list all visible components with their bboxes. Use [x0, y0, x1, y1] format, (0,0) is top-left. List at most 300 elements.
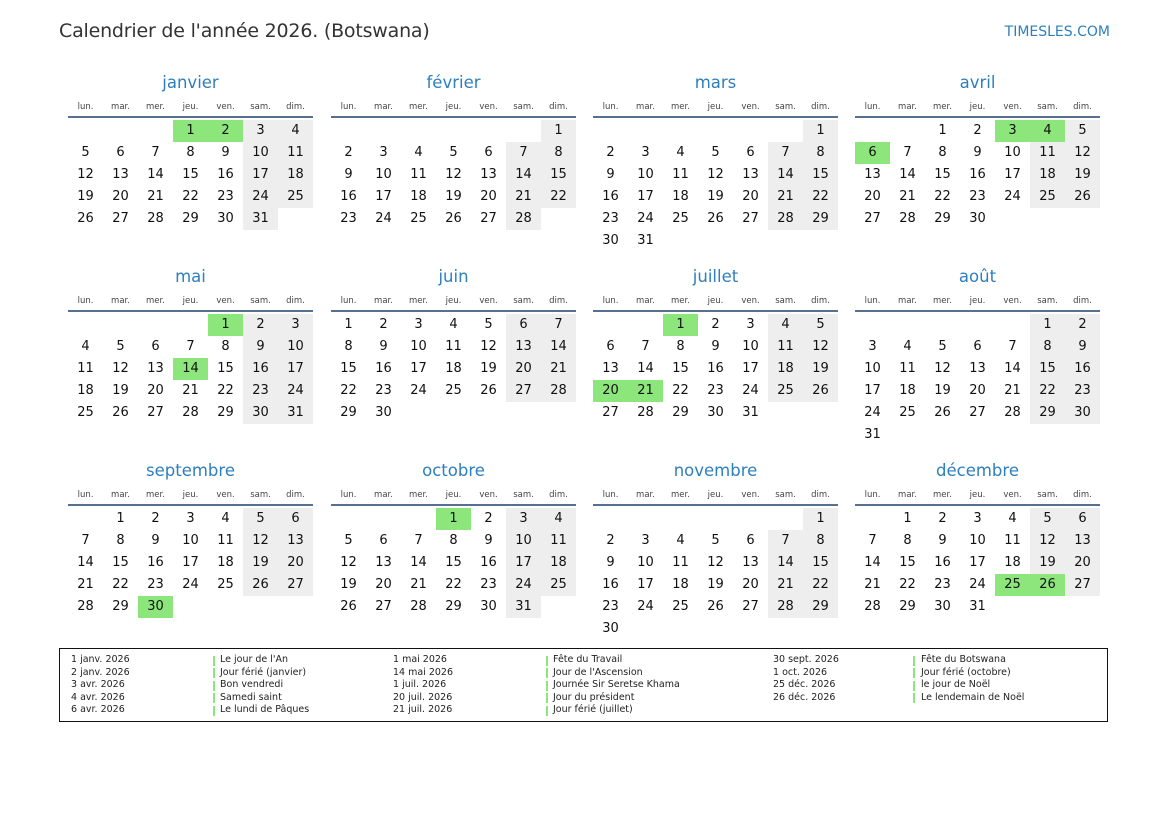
day: 20 — [375, 577, 392, 592]
holiday-legend — [59, 648, 1108, 722]
weekend-day: 7 — [768, 530, 803, 552]
month-0 — [68, 74, 313, 230]
day: 4 — [676, 145, 685, 160]
empty-day — [331, 120, 366, 142]
day: 1 — [938, 123, 947, 138]
empty-day — [1030, 208, 1065, 230]
day: 16 — [480, 555, 497, 570]
weekday-label: ven. — [471, 486, 506, 506]
day: 6 — [484, 145, 493, 160]
holiday-day: 26 — [1030, 574, 1065, 596]
legend-date: 30 sept. 2026 — [773, 654, 839, 665]
legend-date: 21 juil. 2026 — [393, 704, 453, 715]
empty-day — [1065, 208, 1100, 230]
day: 17 — [410, 361, 427, 376]
weekday-label: jeu. — [698, 486, 733, 506]
weekday-label: sam. — [768, 292, 803, 312]
day: 17 — [1004, 167, 1021, 182]
weekend-day: 30 — [1065, 402, 1100, 424]
weekday-label: jeu. — [698, 292, 733, 312]
weekend-day: 15 — [1030, 358, 1065, 380]
day: 24 — [864, 405, 881, 420]
day: 10 — [742, 339, 759, 354]
day: 13 — [147, 361, 164, 376]
weekday-label: sam. — [1030, 98, 1065, 118]
weekend-day: 30 — [243, 402, 278, 424]
weekend-day: 7 — [768, 142, 803, 164]
weekday-label: sam. — [768, 98, 803, 118]
empty-day — [278, 208, 313, 230]
legend-holiday-name: Jour de l'Ascension — [553, 666, 643, 678]
day: 8 — [903, 533, 912, 548]
day: 13 — [480, 167, 497, 182]
legend-date: 4 avr. 2026 — [71, 691, 125, 703]
weekday-label: mar. — [366, 292, 401, 312]
day: 22 — [934, 189, 951, 204]
day: 7 — [414, 533, 423, 548]
weekday-label: mer. — [925, 292, 960, 312]
month-days — [331, 292, 576, 424]
weekend-day: 22 — [803, 574, 838, 596]
day: 17 — [375, 189, 392, 204]
weekday-label: dim. — [541, 98, 576, 118]
day: 10 — [864, 361, 881, 376]
day: 3 — [868, 339, 877, 354]
weekend-day: 17 — [243, 164, 278, 186]
day: 20 — [742, 189, 759, 204]
weekend-day: 16 — [243, 358, 278, 380]
day: 20 — [864, 189, 881, 204]
day: 9 — [711, 339, 720, 354]
day: 25 — [217, 577, 234, 592]
weekday-label: mer. — [138, 98, 173, 118]
day: 6 — [116, 145, 125, 160]
day: 6 — [746, 145, 755, 160]
weekday-label: lun. — [331, 292, 366, 312]
legend-date: 2 janv. 2026 — [71, 666, 130, 678]
day: 15 — [445, 555, 462, 570]
weekday-label: mer. — [925, 98, 960, 118]
weekday-label: jeu. — [698, 98, 733, 118]
day: 31 — [637, 233, 654, 248]
weekend-day: 23 — [243, 380, 278, 402]
day: 26 — [112, 405, 129, 420]
day: 25 — [672, 599, 689, 614]
day: 15 — [934, 167, 951, 182]
legend-holiday-name: Le lendemain de Noël — [921, 691, 1025, 703]
day: 3 — [186, 511, 195, 526]
empty-day — [471, 402, 506, 424]
weekday-label: mer. — [663, 98, 698, 118]
day: 8 — [449, 533, 458, 548]
day: 25 — [899, 405, 916, 420]
day: 27 — [742, 599, 759, 614]
day: 24 — [742, 383, 759, 398]
day: 5 — [449, 145, 458, 160]
empty-day — [243, 596, 278, 618]
weekend-day: 22 — [1030, 380, 1065, 402]
empty-day — [366, 120, 401, 142]
day: 21 — [864, 577, 881, 592]
weekday-label: lun. — [68, 98, 103, 118]
weekend-day: 4 — [768, 314, 803, 336]
empty-day — [768, 618, 803, 640]
day: 18 — [899, 383, 916, 398]
day: 16 — [602, 577, 619, 592]
month-days — [855, 98, 1100, 230]
day: 20 — [147, 383, 164, 398]
month-name: janvier — [162, 73, 219, 92]
weekday-label: mar. — [628, 98, 663, 118]
holiday-day: 30 — [138, 596, 173, 618]
day: 7 — [868, 533, 877, 548]
weekday-label: dim. — [1065, 486, 1100, 506]
weekend-day: 25 — [768, 380, 803, 402]
legend-marker — [213, 681, 215, 691]
day: 7 — [186, 339, 195, 354]
day: 25 — [672, 211, 689, 226]
holiday-day: 2 — [208, 120, 243, 142]
day: 4 — [81, 339, 90, 354]
weekday-label: lun. — [68, 292, 103, 312]
weekend-day: 9 — [243, 336, 278, 358]
month-2 — [593, 74, 838, 252]
weekend-day: 29 — [1030, 402, 1065, 424]
day: 21 — [147, 189, 164, 204]
weekday-label: lun. — [593, 486, 628, 506]
weekend-day: 19 — [1030, 552, 1065, 574]
weekend-day: 23 — [1065, 380, 1100, 402]
day: 9 — [379, 339, 388, 354]
empty-day — [103, 120, 138, 142]
day: 9 — [221, 145, 230, 160]
day: 22 — [899, 577, 916, 592]
day: 16 — [340, 189, 357, 204]
legend-marker — [913, 668, 915, 678]
legend-date: 6 avr. 2026 — [71, 704, 125, 715]
empty-day — [208, 596, 243, 618]
weekday-label: dim. — [541, 292, 576, 312]
day: 30 — [480, 599, 497, 614]
day: 16 — [375, 361, 392, 376]
day: 29 — [899, 599, 916, 614]
weekend-day: 28 — [506, 208, 541, 230]
weekend-day: 19 — [1065, 164, 1100, 186]
legend-date: 26 déc. 2026 — [773, 691, 836, 703]
weekday-label: mar. — [103, 486, 138, 506]
day: 29 — [934, 211, 951, 226]
day: 17 — [637, 577, 654, 592]
day: 11 — [899, 361, 916, 376]
weekend-day: 15 — [803, 164, 838, 186]
weekend-day: 16 — [1065, 358, 1100, 380]
day: 2 — [151, 511, 160, 526]
day: 1 — [116, 511, 125, 526]
day: 30 — [375, 405, 392, 420]
weekend-day: 28 — [768, 596, 803, 618]
day: 22 — [445, 577, 462, 592]
month-name: mai — [175, 267, 206, 286]
day: 18 — [1004, 555, 1021, 570]
day: 9 — [484, 533, 493, 548]
holiday-day: 6 — [855, 142, 890, 164]
empty-day — [855, 508, 890, 530]
day: 26 — [77, 211, 94, 226]
empty-day — [663, 120, 698, 142]
month-days — [855, 486, 1100, 618]
empty-day — [890, 314, 925, 336]
weekend-day: 5 — [803, 314, 838, 336]
month-days — [855, 292, 1100, 446]
day: 29 — [445, 599, 462, 614]
day: 7 — [1008, 339, 1017, 354]
day: 26 — [480, 383, 497, 398]
day: 2 — [938, 511, 947, 526]
day: 12 — [934, 361, 951, 376]
month-name: mars — [694, 73, 737, 92]
day: 23 — [217, 189, 234, 204]
weekend-day: 18 — [768, 358, 803, 380]
empty-day — [541, 596, 576, 618]
weekend-day: 28 — [541, 380, 576, 402]
day: 9 — [606, 167, 615, 182]
weekday-label: sam. — [768, 486, 803, 506]
empty-day — [663, 230, 698, 252]
weekday-label: ven. — [471, 292, 506, 312]
empty-day — [138, 314, 173, 336]
legend-holiday-name: Jour férié (janvier) — [220, 666, 307, 678]
day: 18 — [672, 189, 689, 204]
legend-holiday-name: Jour férié (juillet) — [553, 704, 633, 715]
weekend-day: 15 — [541, 164, 576, 186]
day: 13 — [602, 361, 619, 376]
empty-day — [803, 618, 838, 640]
weekend-day: 12 — [1065, 142, 1100, 164]
holiday-day: 25 — [995, 574, 1030, 596]
month-6 — [593, 268, 838, 424]
day: 2 — [606, 145, 615, 160]
day: 23 — [340, 211, 357, 226]
weekend-day: 7 — [541, 314, 576, 336]
day: 12 — [445, 167, 462, 182]
holiday-day: 3 — [995, 120, 1030, 142]
day: 18 — [77, 383, 94, 398]
day: 6 — [746, 533, 755, 548]
day: 17 — [637, 189, 654, 204]
day: 11 — [672, 555, 689, 570]
weekend-day: 14 — [506, 164, 541, 186]
day: 17 — [742, 361, 759, 376]
weekend-day: 17 — [506, 552, 541, 574]
day: 24 — [1004, 189, 1021, 204]
month-name: décembre — [936, 461, 1019, 480]
legend-holiday-name: Fête du Botswana — [921, 654, 1006, 665]
weekend-day: 1 — [803, 120, 838, 142]
day: 29 — [340, 405, 357, 420]
empty-day — [698, 508, 733, 530]
empty-day — [995, 208, 1030, 230]
day: 26 — [340, 599, 357, 614]
legend-holiday-name: Bon vendredi — [220, 679, 284, 690]
weekend-day: 15 — [803, 552, 838, 574]
legend-date: 1 mai 2026 — [393, 654, 447, 665]
day: 20 — [742, 577, 759, 592]
day: 6 — [973, 339, 982, 354]
month-10 — [593, 462, 838, 640]
month-name: février — [426, 73, 481, 92]
month-name: novembre — [673, 461, 758, 480]
day: 13 — [375, 555, 392, 570]
empty-day — [471, 120, 506, 142]
empty-day — [663, 508, 698, 530]
holiday-day: 4 — [1030, 120, 1065, 142]
month-7 — [855, 268, 1100, 446]
day: 14 — [637, 361, 654, 376]
weekend-day: 4 — [278, 120, 313, 142]
day: 4 — [903, 339, 912, 354]
day: 29 — [182, 211, 199, 226]
day: 4 — [676, 533, 685, 548]
month-days — [331, 98, 576, 230]
legend-marker — [913, 681, 915, 691]
empty-day — [628, 120, 663, 142]
weekend-day: 10 — [278, 336, 313, 358]
weekday-label: lun. — [855, 292, 890, 312]
weekday-label: jeu. — [960, 486, 995, 506]
empty-day — [733, 230, 768, 252]
weekday-label: ven. — [995, 486, 1030, 506]
day: 27 — [602, 405, 619, 420]
empty-day — [68, 314, 103, 336]
day: 8 — [116, 533, 125, 548]
day: 10 — [1004, 145, 1021, 160]
month-name: avril — [959, 73, 996, 92]
day: 25 — [445, 383, 462, 398]
weekday-label: jeu. — [436, 292, 471, 312]
month-name: septembre — [146, 461, 235, 480]
weekend-day: 8 — [541, 142, 576, 164]
weekend-day: 29 — [803, 596, 838, 618]
day: 16 — [147, 555, 164, 570]
day: 16 — [934, 555, 951, 570]
empty-day — [925, 424, 960, 446]
weekend-day: 1 — [803, 508, 838, 530]
day: 11 — [445, 339, 462, 354]
day: 14 — [899, 167, 916, 182]
weekend-day: 27 — [1065, 574, 1100, 596]
weekend-day: 11 — [278, 142, 313, 164]
empty-day — [855, 314, 890, 336]
day: 5 — [344, 533, 353, 548]
day: 10 — [182, 533, 199, 548]
day: 27 — [969, 405, 986, 420]
holiday-day: 20 — [593, 380, 628, 402]
legend-marker — [546, 668, 548, 678]
day: 23 — [147, 577, 164, 592]
weekend-day: 13 — [506, 336, 541, 358]
day: 20 — [112, 189, 129, 204]
weekend-day: 24 — [506, 574, 541, 596]
empty-day — [506, 120, 541, 142]
weekday-label: sam. — [506, 98, 541, 118]
day: 2 — [606, 533, 615, 548]
weekday-label: jeu. — [173, 98, 208, 118]
day: 5 — [938, 339, 947, 354]
day: 27 — [112, 211, 129, 226]
empty-day — [401, 402, 436, 424]
day: 21 — [899, 189, 916, 204]
weekday-label: mar. — [366, 98, 401, 118]
day: 29 — [217, 405, 234, 420]
day: 12 — [707, 167, 724, 182]
weekday-label: jeu. — [960, 98, 995, 118]
weekend-day: 5 — [1030, 508, 1065, 530]
day: 14 — [864, 555, 881, 570]
brand-link[interactable]: TIMESLES.COM — [1004, 24, 1110, 40]
weekend-day: 29 — [803, 208, 838, 230]
day: 19 — [112, 383, 129, 398]
empty-day — [803, 230, 838, 252]
weekend-day: 9 — [1065, 336, 1100, 358]
month-name: août — [958, 267, 997, 286]
weekend-day: 2 — [243, 314, 278, 336]
weekend-day: 13 — [1065, 530, 1100, 552]
day: 12 — [707, 555, 724, 570]
weekday-label: sam. — [1030, 292, 1065, 312]
day: 10 — [969, 533, 986, 548]
day: 23 — [480, 577, 497, 592]
empty-day — [593, 314, 628, 336]
day: 8 — [676, 339, 685, 354]
empty-day — [68, 120, 103, 142]
day: 3 — [414, 317, 423, 332]
day: 23 — [934, 577, 951, 592]
empty-day — [173, 314, 208, 336]
month-11 — [855, 462, 1100, 618]
weekend-day: 7 — [506, 142, 541, 164]
weekend-day: 11 — [1030, 142, 1065, 164]
day: 21 — [182, 383, 199, 398]
empty-day — [733, 508, 768, 530]
legend-marker — [213, 693, 215, 703]
weekend-day: 24 — [243, 186, 278, 208]
weekday-label: lun. — [855, 98, 890, 118]
weekday-label: mer. — [138, 486, 173, 506]
legend-marker — [546, 656, 548, 666]
weekday-label: dim. — [803, 486, 838, 506]
day: 7 — [151, 145, 160, 160]
empty-day — [68, 508, 103, 530]
weekend-day: 19 — [803, 358, 838, 380]
weekend-day: 27 — [278, 574, 313, 596]
day: 4 — [449, 317, 458, 332]
empty-day — [698, 230, 733, 252]
day: 14 — [147, 167, 164, 182]
day: 23 — [707, 383, 724, 398]
empty-day — [733, 120, 768, 142]
weekend-day: 25 — [1030, 186, 1065, 208]
weekday-label: dim. — [278, 98, 313, 118]
day: 26 — [445, 211, 462, 226]
legend-holiday-name: le jour de Noël — [921, 679, 991, 690]
day: 9 — [973, 145, 982, 160]
day: 30 — [602, 621, 619, 636]
weekday-label: dim. — [278, 486, 313, 506]
weekend-day: 12 — [243, 530, 278, 552]
day: 8 — [344, 339, 353, 354]
weekend-day: 19 — [243, 552, 278, 574]
day: 19 — [340, 577, 357, 592]
